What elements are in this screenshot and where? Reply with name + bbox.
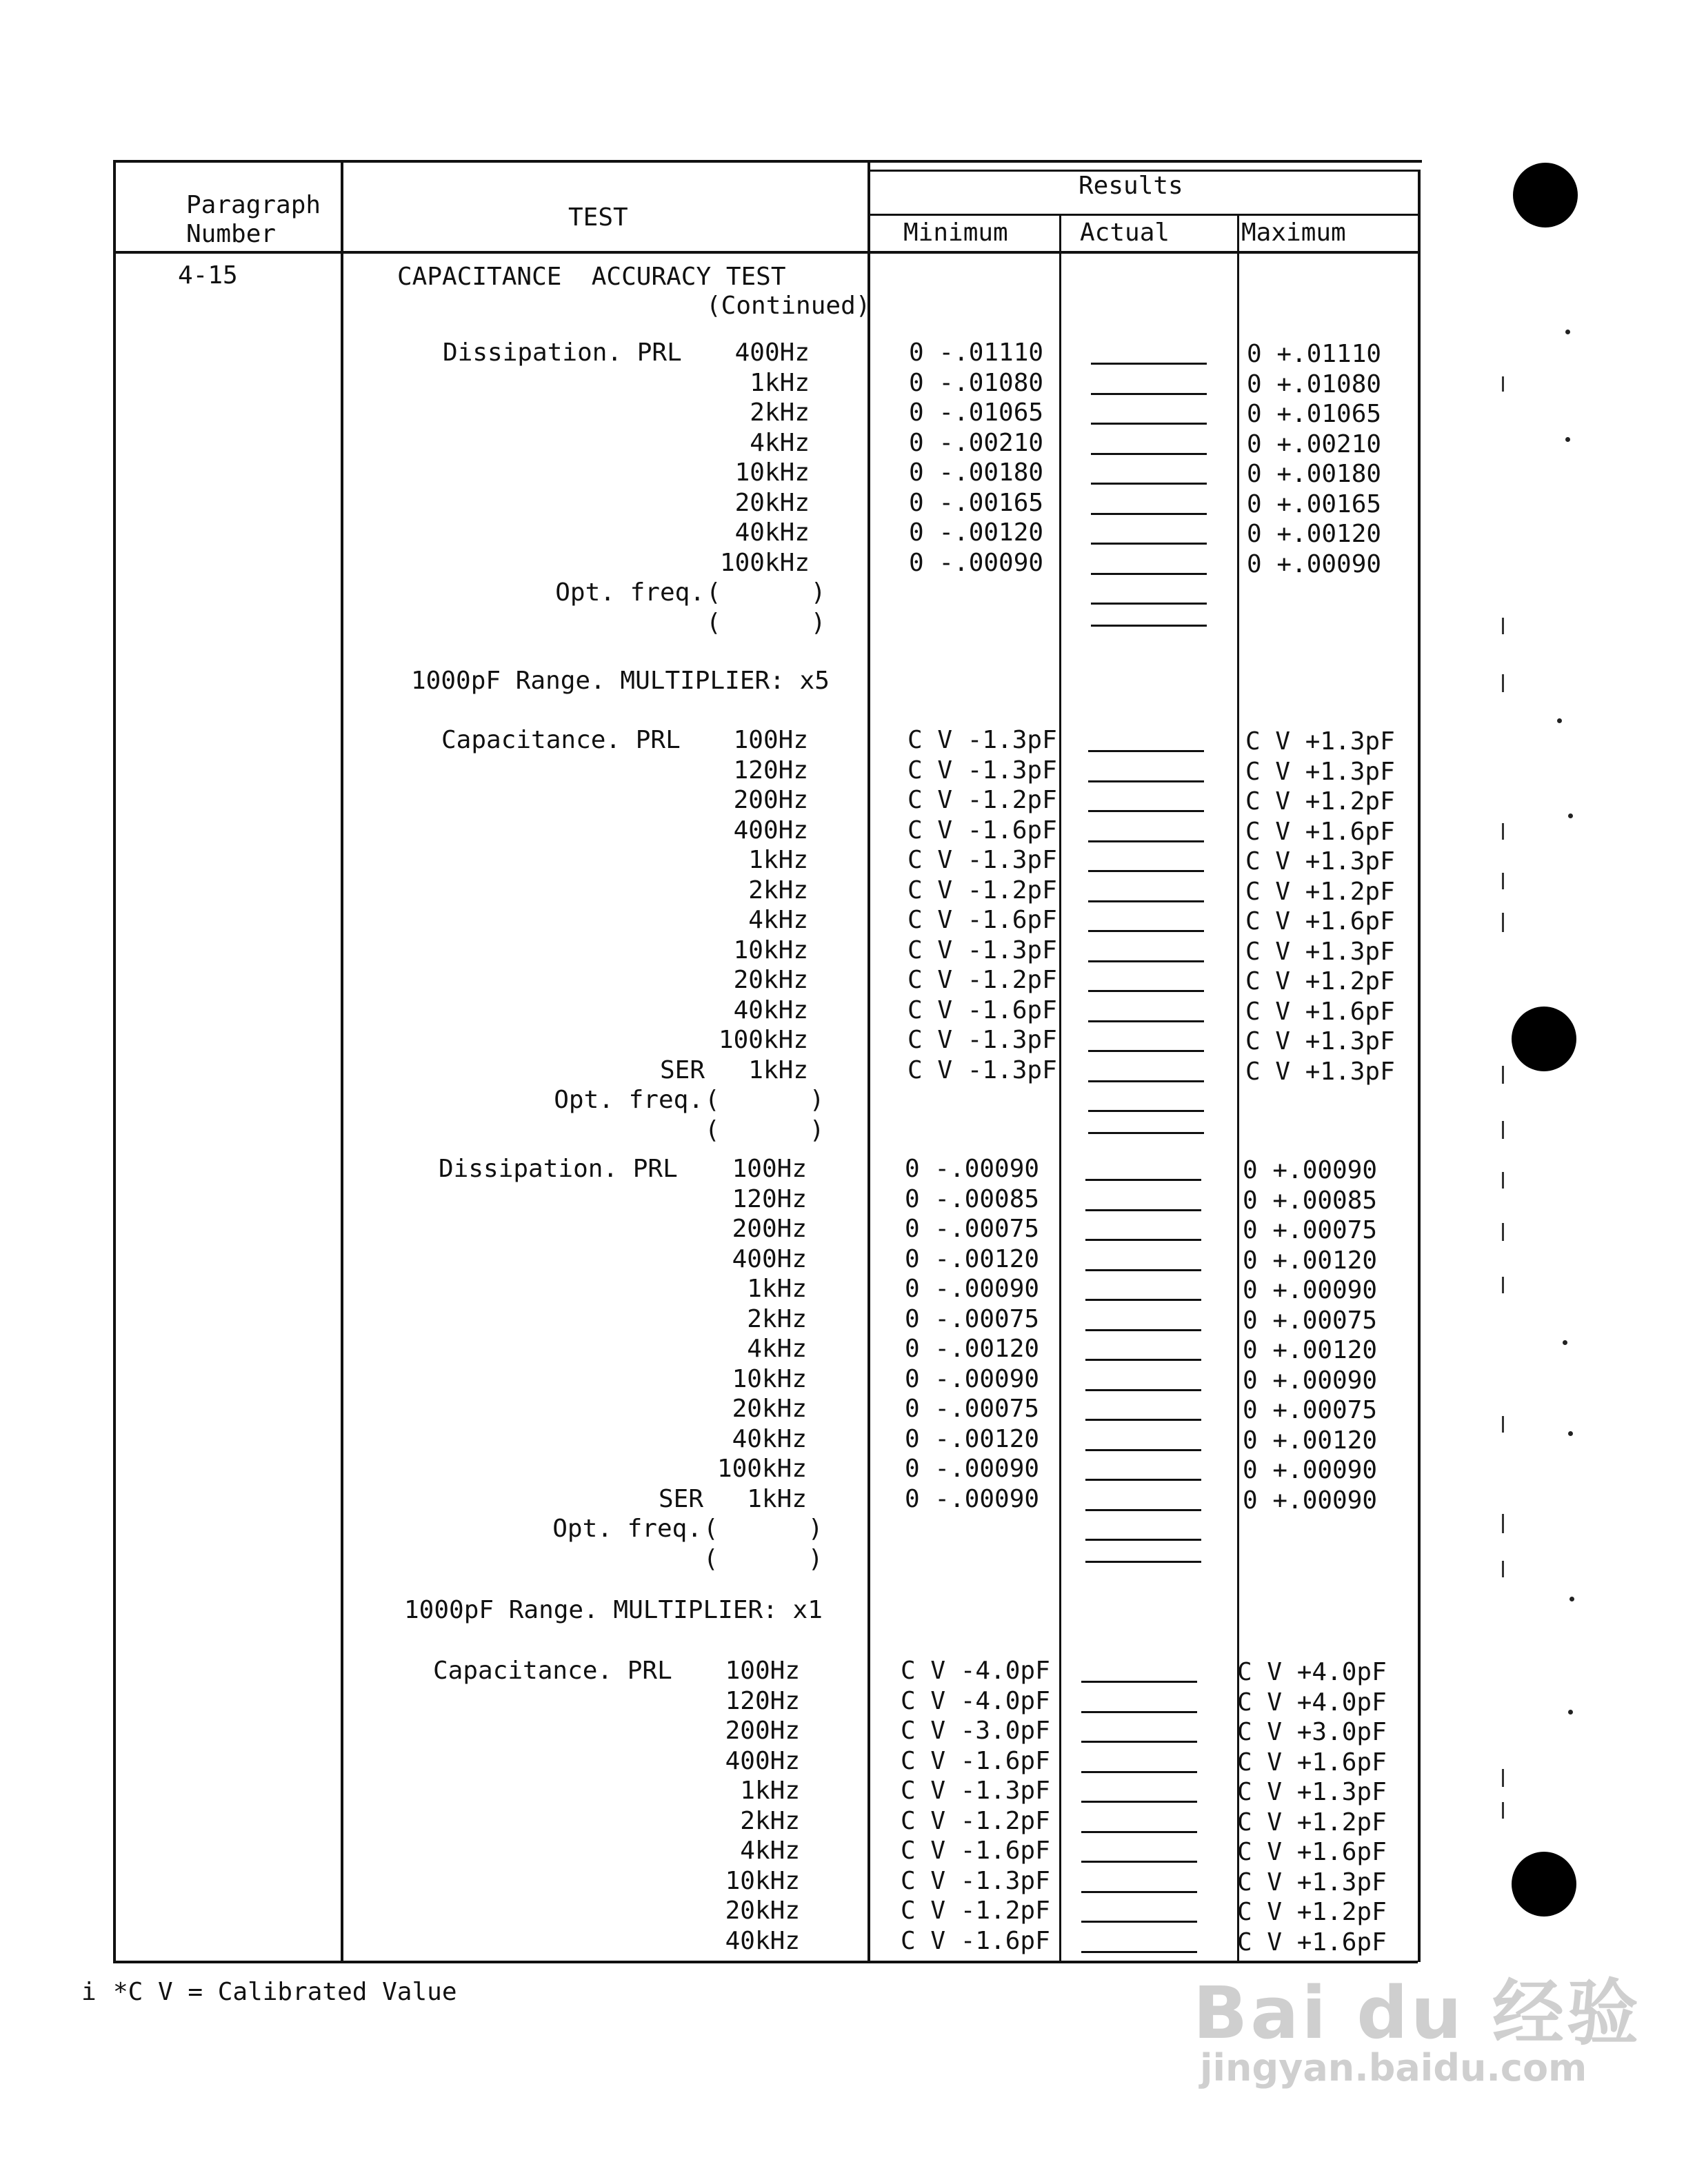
- edge-tick: [1502, 1416, 1504, 1433]
- test-subtitle: (Continued): [706, 292, 871, 320]
- maximum-cell: 0 +.00090: [1247, 549, 1382, 578]
- minimum-cell: C V -1.2pF: [901, 1897, 1050, 1925]
- freq-cell: 400Hz: [732, 1244, 807, 1273]
- actual-blank: [1088, 930, 1204, 932]
- actual-blank: [1081, 1771, 1197, 1773]
- header-actual: Actual: [1080, 219, 1170, 247]
- ser-label: SER: [658, 1484, 703, 1513]
- minimum-cell: C V -1.2pF: [907, 966, 1057, 994]
- minimum-cell: 0 -.00090: [905, 1275, 1040, 1303]
- edge-tick: [1502, 913, 1504, 932]
- freq-cell: 2kHz: [747, 1304, 807, 1333]
- freq-cell: 20kHz: [733, 966, 808, 994]
- edge-tick: [1502, 823, 1504, 840]
- maximum-cell: C V +1.6pF: [1237, 1838, 1387, 1866]
- minimum-cell: C V -1.3pF: [901, 1777, 1050, 1805]
- minimum-cell: 0 -.00090: [905, 1155, 1040, 1183]
- maximum-cell: C V +4.0pF: [1237, 1658, 1387, 1686]
- freq-cell: 1kHz: [740, 1777, 800, 1805]
- minimum-cell: C V -4.0pF: [901, 1657, 1050, 1685]
- freq-cell: 20kHz: [732, 1395, 807, 1423]
- freq-cell: 4kHz: [747, 1335, 807, 1363]
- section-heading-x5: 1000pF Range. MULTIPLIER: x5: [411, 667, 830, 695]
- header-minimum: Minimum: [903, 219, 1008, 247]
- maximum-cell: 0 +.00075: [1243, 1216, 1378, 1244]
- scan-speck: [1565, 330, 1570, 334]
- minimum-cell: 0 -.00120: [905, 1244, 1040, 1273]
- freq-cell: 1kHz: [748, 846, 808, 874]
- maximum-cell: C V +1.2pF: [1245, 787, 1395, 816]
- actual-blank: [1081, 1951, 1197, 1953]
- minimum-cell: C V -1.6pF: [907, 816, 1057, 845]
- freq-cell: 400Hz: [734, 338, 810, 367]
- actual-blank: [1081, 1861, 1197, 1863]
- minimum-cell: 0 -.00120: [905, 1424, 1040, 1453]
- minimum-cell: C V -1.2pF: [907, 786, 1057, 814]
- scan-speck: [1568, 813, 1573, 818]
- actual-blank: [1091, 393, 1207, 395]
- minimum-cell: C V -1.6pF: [901, 1746, 1050, 1775]
- actual-blank: [1081, 1891, 1197, 1893]
- group-label: Dissipation. PRL: [439, 1155, 678, 1183]
- scan-speck: [1565, 437, 1570, 442]
- ser-maximum-cell: C V +1.3pF: [1245, 1057, 1395, 1086]
- actual-blank: [1088, 900, 1204, 902]
- actual-blank: [1081, 1921, 1197, 1923]
- freq-cell: 100kHz: [718, 1026, 808, 1054]
- actual-blank: [1081, 1831, 1197, 1833]
- minimum-cell: 0 -.01065: [909, 398, 1044, 427]
- minimum-cell: 0 -.01080: [909, 368, 1044, 397]
- minimum-cell: 0 -.01110: [909, 338, 1044, 367]
- freq-cell: 2kHz: [740, 1806, 800, 1835]
- opt-freq-paren-2: ( ): [706, 608, 826, 637]
- freq-cell: 120Hz: [733, 756, 808, 785]
- freq-cell: 40kHz: [733, 995, 808, 1024]
- actual-blank: [1091, 573, 1207, 575]
- opt-freq-label: Opt. freq.: [555, 578, 705, 607]
- opt-actual-blank-2: [1085, 1561, 1201, 1563]
- minimum-cell: 0 -.00090: [905, 1364, 1040, 1393]
- maximum-cell: 0 +.00075: [1243, 1396, 1378, 1424]
- minimum-cell: C V -1.3pF: [907, 936, 1057, 964]
- header-results: Results: [1079, 172, 1183, 200]
- freq-cell: 100kHz: [719, 548, 810, 577]
- actual-blank: [1091, 453, 1207, 455]
- maximum-cell: 0 +.00120: [1243, 1246, 1378, 1275]
- minimum-cell: C V -1.2pF: [907, 876, 1057, 904]
- opt-freq-paren-2: ( ): [705, 1115, 825, 1144]
- freq-cell: 120Hz: [732, 1184, 807, 1213]
- scan-speck: [1568, 1710, 1573, 1715]
- edge-tick: [1502, 1514, 1504, 1533]
- opt-freq-paren-2: ( ): [703, 1544, 823, 1573]
- actual-blank: [1085, 1389, 1201, 1391]
- maximum-cell: C V +1.3pF: [1237, 1868, 1387, 1897]
- freq-cell: 100kHz: [716, 1455, 807, 1483]
- minimum-cell: 0 -.00075: [905, 1215, 1040, 1243]
- maximum-cell: C V +1.6pF: [1237, 1748, 1387, 1777]
- maximum-cell: 0 +.00120: [1243, 1336, 1378, 1364]
- maximum-cell: C V +1.6pF: [1245, 997, 1395, 1026]
- actual-blank: [1088, 810, 1204, 812]
- group-label: Capacitance. PRL: [441, 726, 681, 754]
- freq-cell: 4kHz: [740, 1837, 800, 1865]
- edge-tick: [1502, 1121, 1504, 1139]
- actual-blank: [1085, 1239, 1201, 1241]
- actual-blank: [1081, 1801, 1197, 1803]
- maximum-cell: 0 +.01065: [1247, 400, 1382, 428]
- actual-blank: [1088, 1020, 1204, 1022]
- maximum-cell: C V +1.3pF: [1245, 847, 1395, 876]
- table-border-right: [1418, 170, 1421, 1962]
- actual-blank: [1085, 1479, 1201, 1481]
- minimum-cell: C V -1.6pF: [907, 995, 1057, 1024]
- freq-cell: 4kHz: [748, 906, 808, 934]
- edge-tick: [1502, 1769, 1504, 1787]
- maximum-cell: C V +1.6pF: [1237, 1928, 1387, 1957]
- freq-cell: 1kHz: [750, 368, 810, 397]
- edge-tick: [1502, 1066, 1504, 1084]
- binder-hole-bottom: [1512, 1852, 1576, 1917]
- actual-blank: [1085, 1179, 1201, 1181]
- maximum-cell: C V +1.2pF: [1245, 967, 1395, 995]
- maximum-cell: 0 +.01110: [1247, 340, 1382, 368]
- maximum-cell: 0 +.00210: [1247, 429, 1382, 458]
- opt-actual-blank-1: [1085, 1539, 1201, 1541]
- maximum-cell: C V +1.3pF: [1237, 1778, 1387, 1806]
- scan-speck: [1557, 718, 1562, 723]
- column-divider-actual: [1059, 215, 1061, 1962]
- actual-blank: [1085, 1299, 1201, 1301]
- minimum-cell: C V -1.6pF: [907, 906, 1057, 934]
- maximum-cell: C V +1.6pF: [1245, 907, 1395, 936]
- minimum-cell: 0 -.00165: [909, 488, 1044, 517]
- ser-freq-cell: 1kHz: [747, 1484, 807, 1513]
- table-border-top: [114, 160, 1422, 163]
- minimum-cell: C V -3.0pF: [901, 1717, 1050, 1745]
- freq-cell: 2kHz: [750, 398, 810, 427]
- minimum-cell: C V -4.0pF: [901, 1686, 1050, 1715]
- maximum-cell: C V +1.2pF: [1237, 1898, 1387, 1926]
- footnote: *C V = Calibrated Value: [113, 1978, 457, 2006]
- freq-cell: 120Hz: [725, 1686, 800, 1715]
- actual-blank: [1088, 750, 1204, 752]
- maximum-cell: 0 +.00120: [1243, 1426, 1378, 1455]
- freq-cell: 200Hz: [725, 1717, 800, 1745]
- results-subheader-line: [869, 214, 1419, 216]
- edge-tick: [1502, 1561, 1504, 1577]
- watermark-brand: Bai du 经验: [1193, 1971, 1641, 2055]
- freq-cell: 1kHz: [747, 1275, 807, 1303]
- opt-freq-label: Opt. freq.: [552, 1515, 702, 1543]
- scan-speck: [1563, 1340, 1567, 1345]
- minimum-cell: C V -1.3pF: [907, 1026, 1057, 1054]
- freq-cell: 100Hz: [732, 1155, 807, 1183]
- minimum-cell: C V -1.3pF: [907, 756, 1057, 785]
- freq-cell: 40kHz: [725, 1926, 800, 1955]
- minimum-cell: 0 -.00180: [909, 458, 1044, 487]
- minimum-cell: C V -1.3pF: [907, 726, 1057, 754]
- minimum-cell: 0 -.00120: [905, 1335, 1040, 1363]
- edge-tick: [1502, 1223, 1504, 1241]
- freq-cell: 10kHz: [725, 1866, 800, 1895]
- column-divider-test: [867, 160, 870, 1963]
- maximum-cell: 0 +.00090: [1243, 1456, 1378, 1484]
- edge-tick: [1502, 1277, 1504, 1293]
- edge-tick: [1502, 1172, 1504, 1189]
- maximum-cell: C V +3.0pF: [1237, 1718, 1387, 1746]
- maximum-cell: 0 +.01080: [1247, 370, 1382, 398]
- freq-cell: 200Hz: [733, 786, 808, 814]
- actual-blank: [1085, 1329, 1201, 1331]
- binder-hole-middle: [1512, 1007, 1576, 1071]
- edge-tick: [1502, 618, 1504, 634]
- group-label: Dissipation. PRL: [443, 338, 682, 367]
- freq-cell: 200Hz: [732, 1215, 807, 1243]
- minimum-cell: 0 -.00210: [909, 428, 1044, 457]
- table-border-left: [113, 160, 116, 1963]
- maximum-cell: 0 +.00090: [1243, 1366, 1378, 1395]
- actual-blank: [1088, 1050, 1204, 1052]
- freq-cell: 2kHz: [748, 876, 808, 904]
- minimum-cell: C V -1.3pF: [901, 1866, 1050, 1895]
- freq-cell: 20kHz: [725, 1897, 800, 1925]
- actual-blank: [1088, 960, 1204, 962]
- edge-tick: [1502, 873, 1504, 889]
- actual-blank: [1091, 543, 1207, 545]
- freq-cell: 10kHz: [733, 936, 808, 964]
- freq-cell: 400Hz: [733, 816, 808, 845]
- minimum-cell: 0 -.00075: [905, 1395, 1040, 1423]
- watermark-url: jingyan.baidu.com: [1200, 2046, 1587, 2090]
- actual-blank: [1091, 483, 1207, 485]
- edge-tick: [1502, 1802, 1504, 1819]
- header-test: TEST: [568, 203, 628, 232]
- minimum-cell: C V -1.2pF: [901, 1806, 1050, 1835]
- maximum-cell: C V +1.2pF: [1245, 877, 1395, 906]
- actual-blank: [1081, 1711, 1197, 1713]
- ser-freq-cell: 1kHz: [748, 1055, 808, 1084]
- column-divider-paragraph: [341, 160, 343, 1963]
- minimum-cell: C V -1.3pF: [907, 846, 1057, 874]
- group-label: Capacitance. PRL: [433, 1657, 672, 1685]
- maximum-cell: C V +1.3pF: [1245, 727, 1395, 756]
- actual-blank: [1081, 1681, 1197, 1683]
- actual-blank: [1091, 423, 1207, 425]
- opt-freq-paren-1: ( ): [705, 1086, 825, 1114]
- freq-cell: 400Hz: [725, 1746, 800, 1775]
- maximum-cell: 0 +.00085: [1243, 1186, 1378, 1215]
- footnote-mark: i: [81, 1978, 97, 2006]
- maximum-cell: C V +1.3pF: [1245, 937, 1395, 966]
- edge-tick: [1502, 376, 1504, 392]
- header-maximum: Maximum: [1241, 219, 1346, 247]
- paragraph-number: 4-15: [178, 261, 238, 290]
- actual-blank: [1085, 1269, 1201, 1271]
- freq-cell: 10kHz: [734, 458, 810, 487]
- actual-blank: [1091, 363, 1207, 365]
- ser-minimum-cell: 0 -.00090: [905, 1484, 1040, 1513]
- opt-freq-paren-1: ( ): [703, 1515, 823, 1543]
- maximum-cell: 0 +.00090: [1243, 1156, 1378, 1184]
- ser-actual-blank: [1085, 1509, 1201, 1511]
- scan-speck: [1568, 1431, 1573, 1436]
- freq-cell: 40kHz: [734, 518, 810, 547]
- actual-blank: [1088, 870, 1204, 872]
- minimum-cell: 0 -.00120: [909, 518, 1044, 547]
- actual-blank: [1091, 513, 1207, 515]
- actual-blank: [1088, 840, 1204, 842]
- ser-minimum-cell: C V -1.3pF: [907, 1055, 1057, 1084]
- maximum-cell: 0 +.00075: [1243, 1306, 1378, 1335]
- maximum-cell: 0 +.00120: [1247, 520, 1382, 548]
- maximum-cell: 0 +.00090: [1243, 1276, 1378, 1304]
- maximum-cell: 0 +.00165: [1247, 489, 1382, 518]
- section-heading-x1: 1000pF Range. MULTIPLIER: x1: [404, 1596, 823, 1624]
- minimum-cell: 0 -.00090: [905, 1455, 1040, 1483]
- header-paragraph-line1: Paragraph: [186, 191, 321, 219]
- freq-cell: 100Hz: [733, 726, 808, 754]
- freq-cell: 40kHz: [732, 1424, 807, 1453]
- actual-blank: [1088, 780, 1204, 782]
- freq-cell: 20kHz: [734, 488, 810, 517]
- actual-blank: [1081, 1741, 1197, 1743]
- maximum-cell: 0 +.00180: [1247, 460, 1382, 488]
- opt-actual-blank-1: [1088, 1110, 1204, 1112]
- header-paragraph-line2: Number: [186, 220, 277, 248]
- actual-blank: [1085, 1419, 1201, 1421]
- minimum-cell: 0 -.00075: [905, 1304, 1040, 1333]
- ser-maximum-cell: 0 +.00090: [1243, 1486, 1378, 1515]
- ser-label: SER: [659, 1055, 705, 1084]
- opt-actual-blank-2: [1091, 625, 1207, 627]
- test-title: CAPACITANCE ACCURACY TEST: [397, 263, 786, 291]
- maximum-cell: C V +1.3pF: [1245, 757, 1395, 786]
- opt-freq-label: Opt. freq.: [554, 1086, 703, 1114]
- minimum-cell: 0 -.00090: [909, 548, 1044, 577]
- maximum-cell: C V +1.2pF: [1237, 1808, 1387, 1837]
- freq-cell: 4kHz: [750, 428, 810, 457]
- ser-actual-blank: [1088, 1080, 1204, 1082]
- minimum-cell: C V -1.6pF: [901, 1837, 1050, 1865]
- binder-hole-top: [1513, 163, 1578, 228]
- scan-speck: [1569, 1597, 1574, 1601]
- maximum-cell: C V +1.3pF: [1245, 1027, 1395, 1055]
- actual-blank: [1085, 1449, 1201, 1451]
- edge-tick: [1502, 674, 1504, 692]
- opt-actual-blank-2: [1088, 1132, 1204, 1134]
- freq-cell: 10kHz: [732, 1364, 807, 1393]
- maximum-cell: C V +1.6pF: [1245, 817, 1395, 846]
- actual-blank: [1088, 990, 1204, 992]
- header-divider: [114, 251, 1419, 254]
- freq-cell: 100Hz: [725, 1657, 800, 1685]
- minimum-cell: 0 -.00085: [905, 1184, 1040, 1213]
- actual-blank: [1085, 1209, 1201, 1211]
- opt-freq-paren-1: ( ): [706, 578, 826, 607]
- actual-blank: [1085, 1359, 1201, 1361]
- maximum-cell: C V +4.0pF: [1237, 1688, 1387, 1717]
- opt-actual-blank-1: [1091, 603, 1207, 605]
- minimum-cell: C V -1.6pF: [901, 1926, 1050, 1955]
